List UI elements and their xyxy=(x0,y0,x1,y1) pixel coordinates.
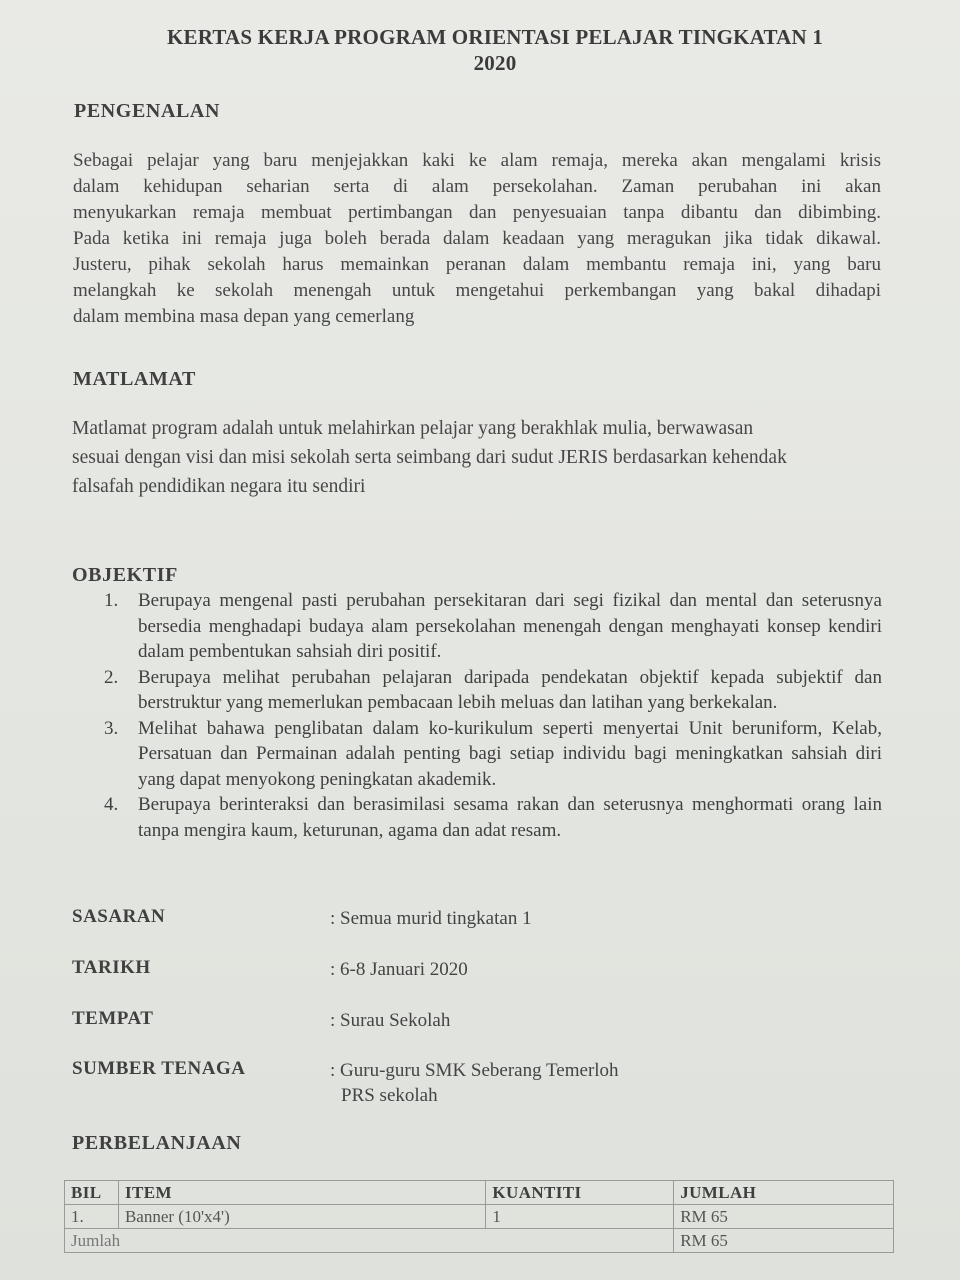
objektif-list xyxy=(104,588,882,843)
tempat-label: TEMPAT xyxy=(72,1008,154,1029)
matlamat-paragraph xyxy=(72,414,892,501)
sasaran-label: SASARAN xyxy=(72,906,166,927)
sumber-tenaga-value-line-2: PRS sekolah xyxy=(341,1085,438,1106)
pengenalan-line: dalam membina masa depan yang cemerlang xyxy=(73,306,415,327)
matlamat-line: Matlamat program adalah untuk melahirkan pelajar yang berakhlak mulia, berwawasan xyxy=(72,418,754,439)
sumber-tenaga-value-line-1: : Guru-guru SMK Seberang Temerloh xyxy=(330,1060,619,1081)
table-row xyxy=(65,1205,894,1229)
pengenalan-line: melangkah ke sekolah menengah untuk mengetahui perkembangan yang bakal dihadapi xyxy=(73,280,881,301)
pengenalan-paragraph xyxy=(73,148,881,330)
objektif-heading: OBJEKTIF xyxy=(72,564,178,586)
objektif-item xyxy=(104,665,882,716)
objektif-number: 4. xyxy=(104,794,119,815)
matlamat-line: falsafah pendidikan negara itu sendiri xyxy=(72,476,366,497)
title-line-1: KERTAS KERJA PROGRAM ORIENTASI PELAJAR TINGKATAN 1 xyxy=(166,25,824,49)
header-jumlah: JUMLAH xyxy=(674,1181,894,1205)
sasaran-value: : Semua murid tingkatan 1 xyxy=(330,908,532,929)
cell-jumlah: RM 65 xyxy=(674,1205,894,1229)
table-header-row xyxy=(65,1181,894,1205)
total-value: RM 65 xyxy=(674,1229,894,1253)
objektif-item xyxy=(104,792,882,843)
total-label: Jumlah xyxy=(65,1229,674,1253)
table-total-row xyxy=(65,1229,894,1253)
pengenalan-line: menyukarkan remaja membuat pertimbangan dan penyesuaian tanpa dibantu dan dibimbing. xyxy=(73,202,881,223)
title-line-2: 2020 xyxy=(473,51,517,75)
objektif-text: Berupaya mengenal pasti perubahan persekitaran dari segi fizikal dan mental dan seterusnya bersedia menghadapi budaya alam persekolahan menengah dengan menghayati konsep kendiri dalam pembentukan sahsiah diri positif. xyxy=(138,590,882,662)
objektif-item xyxy=(104,588,882,665)
cell-bil: 1. xyxy=(65,1205,119,1229)
pengenalan-line: Sebagai pelajar yang baru menjejakkan kaki ke alam remaja, mereka akan mengalami krisis xyxy=(73,150,881,171)
matlamat-heading: MATLAMAT xyxy=(73,368,196,390)
sumber-tenaga-value xyxy=(330,1058,619,1108)
cell-item: Banner (10'x4') xyxy=(118,1205,485,1229)
tarikh-value: : 6-8 Januari 2020 xyxy=(330,959,468,980)
document-title xyxy=(0,24,960,76)
pengenalan-heading: PENGENALAN xyxy=(74,100,221,122)
header-item: ITEM xyxy=(118,1181,485,1205)
objektif-number: 3. xyxy=(104,717,119,739)
objektif-text: Berupaya berinteraksi dan berasimilasi sesama rakan dan seterusnya menghormati orang lain tanpa mengira kaum, keturunan, agama dan adat resam. xyxy=(138,794,882,841)
objektif-number: 2. xyxy=(104,666,119,688)
header-kuantiti: KUANTITI xyxy=(486,1181,674,1205)
tempat-value: : Surau Sekolah xyxy=(330,1010,451,1031)
perbelanjaan-heading: PERBELANJAAN xyxy=(72,1132,242,1154)
pengenalan-line: Pada ketika ini remaja juga boleh berada dalam keadaan yang meragukan jika tidak dikawal. xyxy=(73,228,881,249)
pengenalan-line: dalam kehidupan seharian serta di alam persekolahan. Zaman perubahan ini akan xyxy=(73,176,881,197)
matlamat-line: sesuai dengan visi dan misi sekolah serta seimbang dari sudut JERIS berdasarkan kehendak xyxy=(72,447,787,468)
cell-kuantiti: 1 xyxy=(486,1205,674,1229)
objektif-number: 1. xyxy=(104,590,119,611)
header-bil: BIL xyxy=(65,1181,119,1205)
objektif-text: Berupaya melihat perubahan pelajaran daripada pendekatan objektif kepada subjektif dan berstruktur yang memerlukan pembacaan lebih meluas dan latihan yang berkekalan. xyxy=(138,666,882,713)
tarikh-label: TARIKH xyxy=(72,957,151,978)
objektif-text: Melihat bahawa penglibatan dalam ko-kurikulum seperti menyertai Unit beruniform, Kelab, Persatuan dan Permainan adalah penting bagi setiap individu bagi meningkatkan sahsiah diri yang dapat menyokong peningkatan akademik. xyxy=(138,717,882,790)
objektif-item xyxy=(104,716,882,793)
perbelanjaan-table xyxy=(64,1180,894,1253)
pengenalan-line: Justeru, pihak sekolah harus memainkan peranan dalam membantu remaja ini, yang baru xyxy=(73,254,881,275)
sumber-tenaga-label: SUMBER TENAGA xyxy=(72,1058,246,1079)
